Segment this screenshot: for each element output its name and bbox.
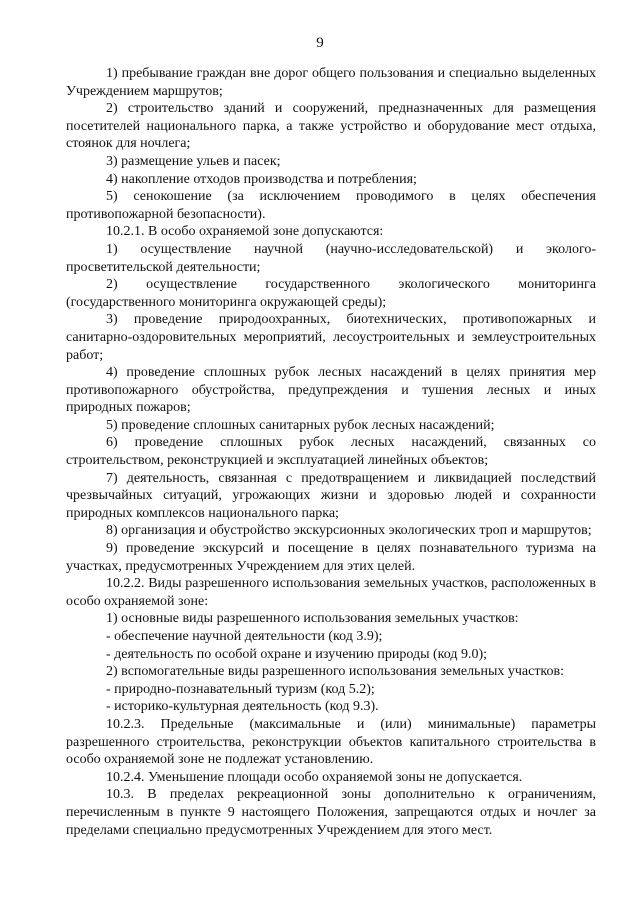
list-heading-auxiliary-uses: 2) вспомогательные виды разрешенного использования земельных участков: — [106, 664, 565, 680]
document-body — [66, 65, 596, 839]
paragraph-item-1: 1) пребывание граждан вне дорог общего пользования и специально выделенных Учреждением маршрутов; — [66, 66, 596, 99]
paragraph-item-2: 2) строительство зданий и сооружений, предназначенных для размещения посетителей национального парка, а также устройство и оборудование мест отдыха, стоянок для ночлега; — [66, 101, 596, 152]
paragraph-item-1: 1) осуществление научной (научно-исследовательской) и эколого-просветительской деятельности; — [66, 241, 596, 275]
paragraph-item-9: 9) проведение экскурсий и посещение в целях познавательного туризма на участках, предусмотренных Учреждением для этих целей. — [66, 541, 596, 574]
paragraph-item-7: 7) деятельность, связанная с предотвращением и ликвидацией последствий чрезвычайных ситуаций, угрожающих жизни и здоровью людей и сохранности природных комплексов национального парка; — [66, 470, 596, 521]
section-heading-10-2-2: 10.2.2. Виды разрешенного использования земельных участков, расположенных в особо охраняемой зоне: — [66, 576, 596, 609]
page-number: 9 — [316, 35, 324, 51]
list-item: - природно-познавательный туризм (код 5.2); — [106, 681, 375, 697]
list-item: - деятельность по особой охране и изучению природы (код 9.0); — [106, 646, 487, 662]
list-heading-main-uses: 1) основные виды разрешенного использования земельных участков: — [106, 611, 519, 627]
paragraph-item-4: 4) проведение сплошных рубок лесных насаждений в целях принятия мер противопожарного обустройства, предупреждения и тушения лесных и иных природных пожаров; — [66, 365, 596, 416]
paragraph-item-3: 3) размещение ульев и пасек; — [106, 153, 281, 169]
list-item: - обеспечение научной деятельности (код 3.9); — [106, 629, 383, 644]
paragraph-item-4: 4) накопление отходов производства и потребления; — [106, 171, 417, 187]
paragraph-item-2: 2) осуществление государственного экологического мониторинга (государственного мониторинга окружающей среды); — [66, 277, 596, 310]
section-10-2-4: 10.2.4. Уменьшение площади особо охраняемой зоны не допускается. — [106, 769, 523, 785]
paragraph-item-3: 3) проведение природоохранных, биотехнических, противопожарных и санитарно-оздоровительных мероприятий, лесоустроительных и землеустроительных работ; — [66, 312, 596, 363]
paragraph-item-6: 6) проведение сплошных рубок лесных насаждений, связанных со строительством, реконструкцией и эксплуатацией линейных объектов; — [66, 435, 596, 469]
paragraph-item-5: 5) сенокошение (за исключением проводимого в целях обеспечения противопожарной безопасности). — [66, 189, 596, 222]
paragraph-item-8: 8) организация и обустройство экскурсионных экологических троп и маршрутов; — [106, 523, 592, 539]
section-heading-10-2-1: 10.2.1. В особо охраняемой зоне допускаются: — [106, 224, 384, 240]
paragraph-item-5: 5) проведение сплошных санитарных рубок лесных насаждений; — [106, 417, 495, 433]
list-item: - историко-культурная деятельность (код 9.3). — [106, 699, 379, 715]
section-10-3: 10.3. В пределах рекреационной зоны дополнительно к ограничениям, перечисленным в пункте 9 настоящего Положения, запрещаются отдых и ночлег за пределами специально предусмотренных Учреждением для этого мест. — [66, 787, 596, 838]
section-10-2-3: 10.2.3. Предельные (максимальные и (или) минимальные) параметры разрешенного строительства, реконструкции объектов капитального строительства в особо охраняемой зоне не подлежат установлению. — [66, 716, 596, 768]
